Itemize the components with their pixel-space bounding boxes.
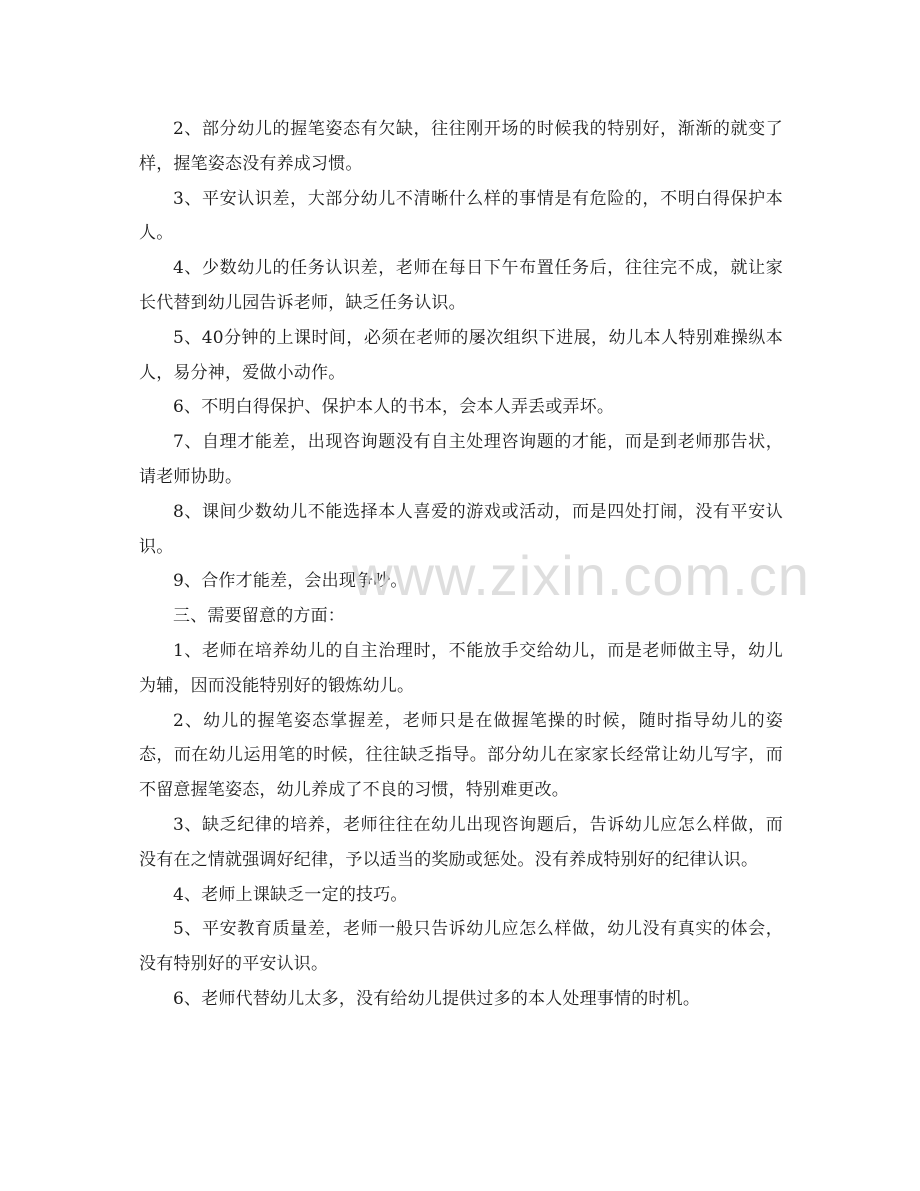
watermark-text: www.zixin.com.cn [352,544,810,607]
paragraph-item-2-pen-grip: 2、部分幼儿的握笔姿态有欠缺，往往刚开场的时候我的特别好，渐渐的就变了样，握笔姿态没有养成习惯。 [139,119,783,174]
paragraph-attention-1: 1、老师在培养幼儿的自主治理时，不能放手交给幼儿，而是老师做主导，幼儿为辅，因而没能特别好的锻炼幼儿。 [139,640,783,696]
document-body [139,112,783,1017]
paragraph-item-7-self-care: 7、自理才能差，出现咨询题没有自主处理咨询题的才能，而是到老师那告状，请老师协助。 [139,432,783,487]
paragraph-item-9-cooperation: 9、合作才能差，会出现争吵。 [173,571,408,592]
paragraph-item-6-books: 6、不明白得保护、保护本人的书本，会本人弄丢或弄坏。 [173,397,615,418]
paragraph-attention-2: 2、幼儿的握笔姿态掌握差，老师只是在做握笔操的时候，随时指导幼儿的姿态，而在幼儿运用笔的时候，往往缺乏指导。部分幼儿在家家长经常让幼儿写字，而不留意握笔姿态，幼儿养成了不良的习惯，特别难更改。 [139,710,783,801]
paragraph-attention-6: 6、老师代替幼儿太多，没有给幼儿提供过多的本人处理事情的时机。 [173,988,701,1009]
paragraph-item-8-recess: 8、课间少数幼儿不能选择本人喜爱的游戏或活动，而是四处打闹，没有平安认识。 [139,501,783,557]
paragraph-item-5-class-time: 5、40分钟的上课时间，必须在老师的屡次组织下进展，幼儿本人特别难操纵本人，易分神，爱做小动作。 [139,327,783,383]
paragraph-attention-5: 5、平安教育质量差，老师一般只告诉幼儿应怎么样做，幼儿没有真实的体会，没有特别好的平安认识。 [139,919,783,975]
paragraph-item-3-safety: 3、平安认识差，大部分幼儿不清晰什么样的事情是有危险的，不明白得保护本人。 [139,188,783,244]
section-heading-attention: 三、需要留意的方面： [173,606,345,627]
paragraph-item-4-task: 4、少数幼儿的任务认识差，老师在每日下午布置任务后，往往完不成，就让家长代替到幼儿园告诉老师，缺乏任务认识。 [139,258,783,313]
paragraph-attention-3: 3、缺乏纪律的培养，老师往往在幼儿出现咨询题后，告诉幼儿应怎么样做，而没有在之情就强调好纪律，予以适当的奖励或惩处。没有养成特别好的纪律认识。 [139,814,783,870]
paragraph-attention-4: 4、老师上课缺乏一定的技巧。 [173,884,408,905]
